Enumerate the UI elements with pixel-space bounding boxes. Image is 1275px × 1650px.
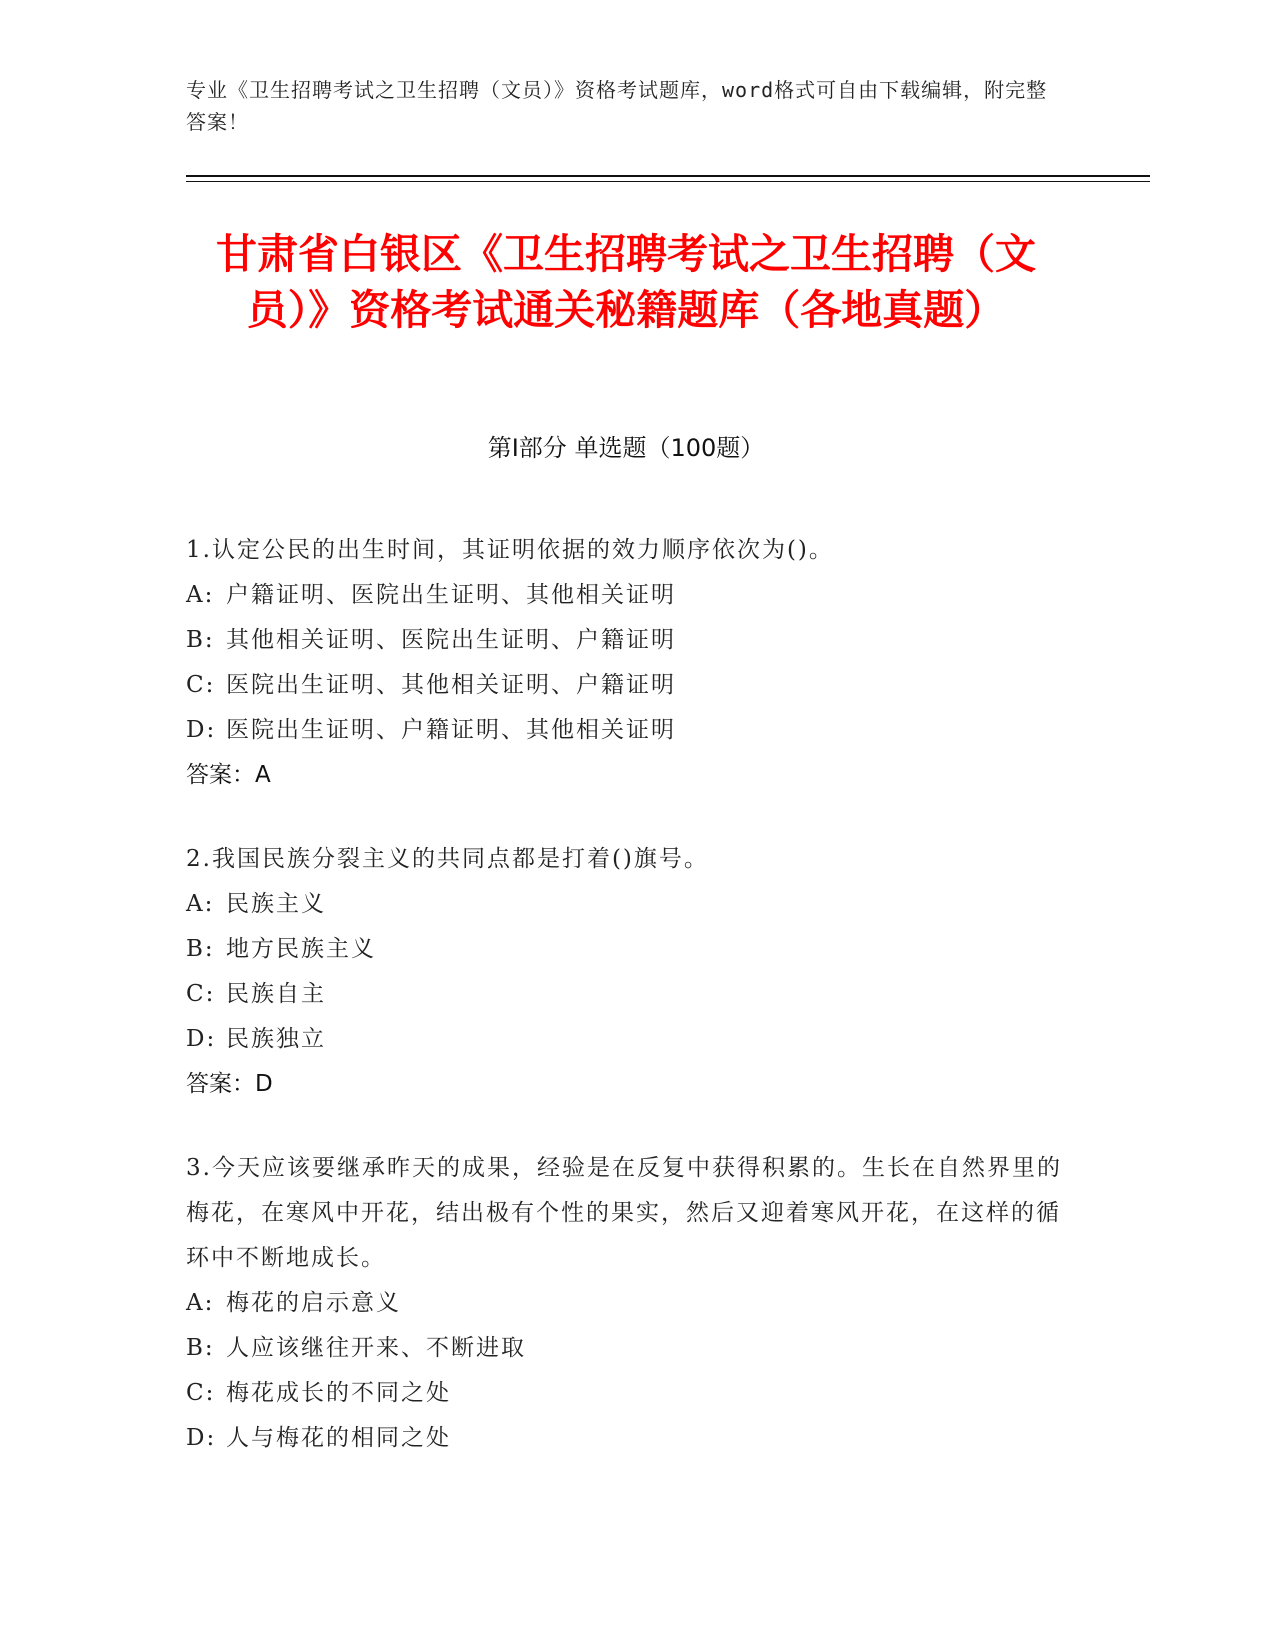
option-key: C:	[186, 981, 216, 1007]
question-3	[186, 1146, 1066, 1461]
option-key: A:	[186, 1290, 215, 1316]
option-b	[186, 1326, 1066, 1371]
option-d	[186, 1017, 1066, 1062]
option-text: 地方民族主义	[226, 936, 376, 962]
option-text: 人应该继往开来、不断进取	[226, 1335, 526, 1361]
option-text: 民族主义	[226, 891, 326, 917]
option-key: C:	[186, 672, 216, 698]
option-c	[186, 972, 1066, 1017]
option-a	[186, 882, 1066, 927]
header-divider-thick	[186, 175, 1150, 177]
answer: 答案：A	[186, 762, 271, 788]
option-c	[186, 1371, 1066, 1416]
option-a	[186, 573, 1066, 618]
option-key: B:	[186, 936, 215, 962]
option-text: 医院出生证明、其他相关证明、户籍证明	[226, 672, 676, 698]
option-key: D:	[186, 1425, 217, 1451]
option-text: 户籍证明、医院出生证明、其他相关证明	[226, 582, 676, 608]
option-d	[186, 708, 1066, 753]
option-key: C:	[186, 1380, 216, 1406]
question-1	[186, 528, 1066, 798]
question-list	[186, 528, 1066, 1500]
header-divider-thin	[186, 181, 1150, 182]
section-title: 第Ⅰ部分 单选题（100题）	[487, 434, 765, 462]
question-stem: 2.我国民族分裂主义的共同点都是打着()旗号。	[186, 846, 709, 872]
option-key: A:	[186, 582, 215, 608]
option-text: 其他相关证明、医院出生证明、户籍证明	[226, 627, 676, 653]
question-stem: 1.认定公民的出生时间，其证明依据的效力顺序依次为()。	[186, 537, 834, 563]
option-a	[186, 1281, 1066, 1326]
option-text: 民族自主	[226, 981, 326, 1007]
option-key: D:	[186, 717, 217, 743]
option-text: 民族独立	[226, 1026, 326, 1052]
header-note: 专业《卫生招聘考试之卫生招聘（文员）》资格考试题库，word格式可自由下载编辑，附完整答案！	[186, 78, 1048, 134]
option-key: B:	[186, 627, 215, 653]
option-b	[186, 618, 1066, 663]
answer: 答案：D	[186, 1071, 273, 1097]
option-text: 医院出生证明、户籍证明、其他相关证明	[226, 717, 676, 743]
option-b	[186, 927, 1066, 972]
question-stem: 3.今天应该要继承昨天的成果，经验是在反复中获得积累的。生长在自然界里的梅花，在寒风中开花，结出极有个性的果实，然后又迎着寒风开花，在这样的循环中不断地成长。	[186, 1155, 1062, 1271]
option-d	[186, 1416, 1066, 1461]
document-title: 甘肃省白银区《卫生招聘考试之卫生招聘（文员）》资格考试通关秘籍题库（各地真题）	[216, 230, 1036, 334]
option-key: B:	[186, 1335, 215, 1361]
option-c	[186, 663, 1066, 708]
option-text: 梅花成长的不同之处	[226, 1380, 451, 1406]
option-text: 人与梅花的相同之处	[226, 1425, 451, 1451]
option-key: A:	[186, 891, 215, 917]
question-2	[186, 837, 1066, 1107]
option-key: D:	[186, 1026, 217, 1052]
option-text: 梅花的启示意义	[226, 1290, 401, 1316]
